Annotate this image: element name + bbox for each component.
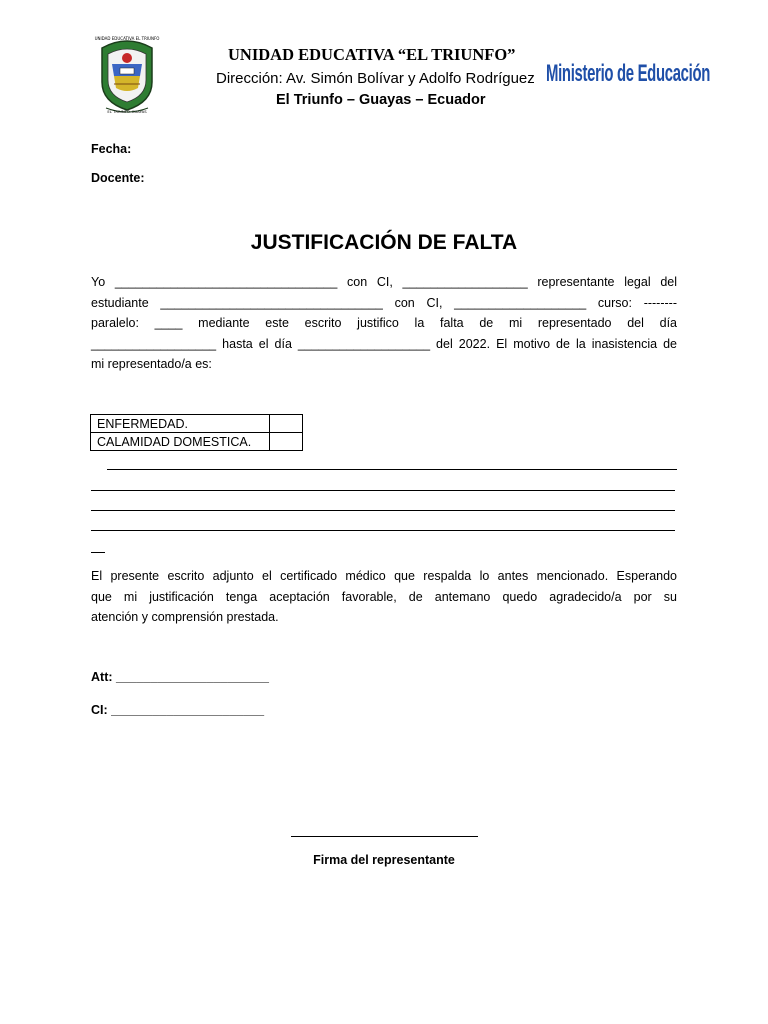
body-line: mi representado/a es: [91, 357, 212, 371]
document-title: JUSTIFICACIÓN DE FALTA [250, 231, 518, 254]
blank-line[interactable] [91, 530, 675, 531]
signature-label: Firma del representante [313, 853, 455, 867]
option-label: ENFERMEDAD. [91, 415, 270, 433]
closing-line: que mi justificación tenga aceptación favorable, de antemano quedo agradecido/a por su [91, 589, 677, 604]
school-address: Dirección: Av. Simón Bolívar y Adolfo Rodríguez [216, 70, 535, 87]
blank-line[interactable] [107, 469, 677, 470]
table-row [91, 433, 303, 451]
body-line: estudiante ________________________________ con CI, ___________________ curso: -------- [91, 295, 677, 310]
school-crest-logo [94, 30, 160, 114]
body-paragraph [91, 272, 677, 375]
att-field[interactable]: Att: ______________________ [91, 670, 269, 684]
ci-field[interactable]: CI: ______________________ [91, 703, 265, 717]
body-line: __________________ hasta el día ___________________ del 2022. El motivo de la inasistencia de [91, 336, 677, 351]
teacher-label: Docente: [91, 171, 145, 185]
svg-text:UNIDAD EDUCATIVA EL TRIUNFO: UNIDAD EDUCATIVA EL TRIUNFO [94, 36, 160, 41]
signature-line[interactable] [291, 836, 478, 837]
closing-paragraph [91, 566, 677, 628]
absence-reason-table [90, 414, 303, 451]
school-name: UNIDAD EDUCATIVA “EL TRIUNFO” [228, 45, 516, 64]
option-label: CALAMIDAD DOMESTICA. [91, 433, 270, 451]
body-line: paralelo: ____ mediante este escrito justifico la falta de mi representado del día [91, 316, 677, 330]
closing-line: atención y comprensión prestada. [91, 610, 279, 624]
blank-line[interactable] [91, 510, 675, 511]
svg-text:EL TRIUNFO-GUAYAS: EL TRIUNFO-GUAYAS [107, 109, 147, 114]
table-row [91, 415, 303, 433]
body-line: Yo ________________________________ con CI, __________________ representante legal del [91, 275, 677, 289]
option-checkbox[interactable] [270, 433, 303, 451]
closing-line: El presente escrito adjunto el certificado médico que respalda lo antes mencionado. Esperando [91, 569, 677, 583]
ministry-logo-text: Ministerio de Educación [546, 60, 711, 87]
option-checkbox[interactable] [270, 415, 303, 433]
blank-line[interactable] [91, 490, 675, 491]
blank-line[interactable] [91, 552, 105, 553]
school-location: El Triunfo – Guayas – Ecuador [276, 92, 486, 108]
date-label: Fecha: [91, 142, 132, 156]
